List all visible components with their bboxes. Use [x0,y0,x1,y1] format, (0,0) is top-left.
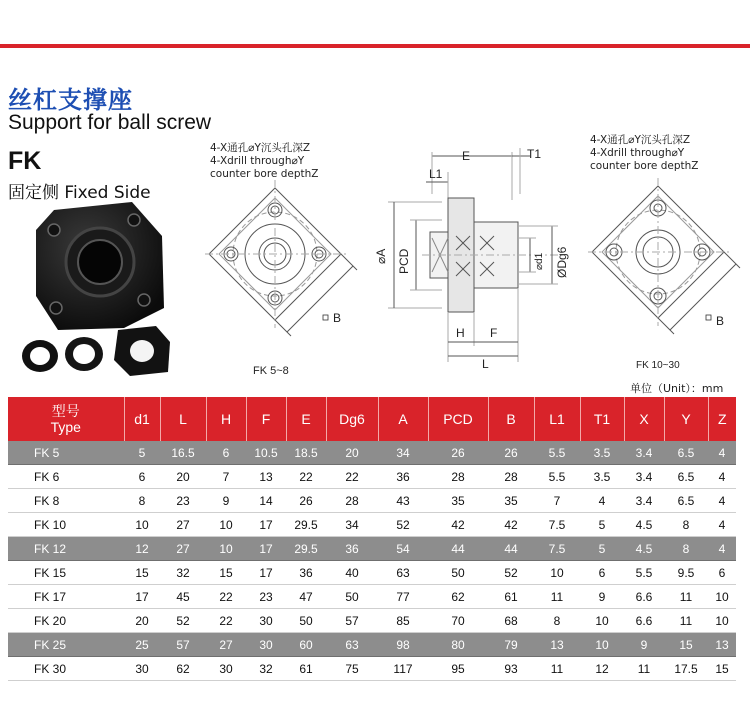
cell-l1: 5.5 [534,465,580,489]
cell-l: 32 [160,561,206,585]
cell-b: 26 [488,441,534,465]
cell-e: 29.5 [286,537,326,561]
header-B: B [488,397,534,441]
cell-b: 93 [488,657,534,681]
cell-e: 50 [286,609,326,633]
cell-l1: 7.5 [534,513,580,537]
cell-f: 30 [246,633,286,657]
cell-e: 26 [286,489,326,513]
cell-type: FK 5 [8,441,124,465]
cell-a: 98 [378,633,428,657]
header-H: H [206,397,246,441]
cell-h: 6 [206,441,246,465]
cell-t1: 5 [580,513,624,537]
lock-nut-ring-image [22,337,103,372]
cell-z: 10 [708,585,736,609]
cell-l1: 7 [534,489,580,513]
cell-t1: 4 [580,489,624,513]
left-b-label: B [333,311,342,325]
cell-b: 28 [488,465,534,489]
cell-pcd: 26 [428,441,488,465]
cell-d1: 12 [124,537,160,561]
cell-d1: 8 [124,489,160,513]
model-name: FK [8,147,42,175]
right-range-label: FK 10~30 [636,360,680,371]
table-header-row [8,397,736,441]
cell-f: 13 [246,465,286,489]
cell-type: FK 25 [8,633,124,657]
cell-type: FK 17 [8,585,124,609]
cell-x: 3.4 [624,465,664,489]
cell-t1: 5 [580,537,624,561]
cell-y: 15 [664,633,708,657]
cell-z: 13 [708,633,736,657]
right-b-label: B [716,314,725,328]
cell-dg6: 57 [326,609,378,633]
cell-t1: 10 [580,609,624,633]
cell-e: 60 [286,633,326,657]
cell-z: 4 [708,489,736,513]
table-row [8,537,736,561]
cell-h: 10 [206,513,246,537]
cell-l: 27 [160,513,206,537]
header-F: F [246,397,286,441]
bearing-housing-image [36,202,164,330]
cell-l1: 11 [534,657,580,681]
cell-l1: 8 [534,609,580,633]
cell-h: 22 [206,609,246,633]
cell-h: 15 [206,561,246,585]
cell-a: 54 [378,537,428,561]
table-row [8,465,736,489]
cell-f: 17 [246,537,286,561]
cell-a: 117 [378,657,428,681]
cell-dg6: 28 [326,489,378,513]
cell-t1: 6 [580,561,624,585]
cell-t1: 12 [580,657,624,681]
cell-x: 6.6 [624,585,664,609]
dim-phiA-label: ⌀A [374,248,388,264]
cell-h: 10 [206,537,246,561]
cell-b: 79 [488,633,534,657]
left-range-label: FK 5~8 [253,365,289,377]
cell-y: 8 [664,513,708,537]
table-row [8,441,736,465]
cell-l1: 10 [534,561,580,585]
table-row [8,657,736,681]
cell-y: 11 [664,585,708,609]
header-X: X [624,397,664,441]
cell-b: 42 [488,513,534,537]
page-title-en: Support for ball screw [8,111,212,134]
front-view-fk10-30 [588,178,748,376]
cell-pcd: 95 [428,657,488,681]
cell-f: 10.5 [246,441,286,465]
cell-x: 3.4 [624,441,664,465]
header-Dg6: Dg6 [326,397,378,441]
spec-table [8,397,736,681]
table-row [8,585,736,609]
cell-e: 22 [286,465,326,489]
cell-d1: 17 [124,585,160,609]
dim-PCD-label: PCD [397,248,411,274]
cell-y: 6.5 [664,441,708,465]
cell-e: 36 [286,561,326,585]
cell-a: 34 [378,441,428,465]
cell-f: 23 [246,585,286,609]
cell-y: 6.5 [664,489,708,513]
cell-h: 22 [206,585,246,609]
cell-b: 44 [488,537,534,561]
cell-e: 47 [286,585,326,609]
cell-h: 27 [206,633,246,657]
cell-l: 45 [160,585,206,609]
product-photo [14,196,190,382]
cell-z: 4 [708,465,736,489]
header-A: A [378,397,428,441]
header-PCD: PCD [428,397,488,441]
cell-dg6: 50 [326,585,378,609]
cell-dg6: 34 [326,513,378,537]
cell-a: 85 [378,609,428,633]
cell-y: 17.5 [664,657,708,681]
cell-l: 20 [160,465,206,489]
cell-b: 61 [488,585,534,609]
cell-b: 35 [488,489,534,513]
table-row [8,609,736,633]
cell-l1: 11 [534,585,580,609]
cell-y: 11 [664,609,708,633]
cell-a: 52 [378,513,428,537]
cell-y: 9.5 [664,561,708,585]
cell-dg6: 75 [326,657,378,681]
cell-type: FK 15 [8,561,124,585]
cell-d1: 6 [124,465,160,489]
cell-pcd: 28 [428,465,488,489]
dim-Dg6-label: ØDg6 [555,246,569,278]
cell-b: 68 [488,609,534,633]
dim-L1-label: L1 [429,167,443,181]
cell-z: 6 [708,561,736,585]
cell-type: FK 30 [8,657,124,681]
cell-h: 9 [206,489,246,513]
unit-label: 单位（Unit）：mm [630,382,724,395]
top-divider-line [0,44,750,48]
cell-x: 4.5 [624,513,664,537]
cell-t1: 10 [580,633,624,657]
cell-l: 16.5 [160,441,206,465]
dim-T1-label: T1 [527,147,542,161]
dim-H-label: H [456,326,465,340]
side-section-view [370,140,580,372]
cell-type: FK 8 [8,489,124,513]
cell-dg6: 63 [326,633,378,657]
cell-pcd: 50 [428,561,488,585]
square-nut-image [114,326,170,376]
cell-e: 61 [286,657,326,681]
cell-h: 7 [206,465,246,489]
cell-t1: 3.5 [580,465,624,489]
cell-pcd: 42 [428,513,488,537]
table-row [8,513,736,537]
side-label: 固定侧 Fixed Side [8,183,151,203]
header-type: 型号 Type [8,397,124,441]
table-row [8,561,736,585]
cell-t1: 9 [580,585,624,609]
cell-type: FK 10 [8,513,124,537]
cell-l1: 13 [534,633,580,657]
dim-F-label: F [490,326,498,340]
table-row [8,489,736,513]
cell-d1: 5 [124,441,160,465]
cell-l1: 7.5 [534,537,580,561]
cell-type: FK 12 [8,537,124,561]
cell-l: 23 [160,489,206,513]
cell-a: 43 [378,489,428,513]
header-d1: d1 [124,397,160,441]
cell-d1: 15 [124,561,160,585]
cell-type: FK 20 [8,609,124,633]
cell-x: 3.4 [624,489,664,513]
cell-x: 6.6 [624,609,664,633]
front-view-fk5-8 [205,180,365,380]
cell-l1: 5.5 [534,441,580,465]
page-title-cn: 丝杠支撑座 [8,86,133,114]
header-Z: Z [708,397,736,441]
cell-a: 63 [378,561,428,585]
cell-z: 10 [708,609,736,633]
cell-pcd: 44 [428,537,488,561]
cell-z: 15 [708,657,736,681]
cell-x: 9 [624,633,664,657]
cell-pcd: 62 [428,585,488,609]
cell-dg6: 20 [326,441,378,465]
dim-L-label: L [482,357,489,371]
cell-x: 11 [624,657,664,681]
cell-dg6: 22 [326,465,378,489]
header-L1: L1 [534,397,580,441]
cell-h: 30 [206,657,246,681]
header-E: E [286,397,326,441]
cell-pcd: 70 [428,609,488,633]
cell-t1: 3.5 [580,441,624,465]
left-hole-note: 4-X通孔⌀Y沉头孔深Z 4-Xdrill through⌀Y counter bore depthZ [210,142,319,180]
cell-y: 8 [664,537,708,561]
cell-f: 17 [246,513,286,537]
cell-f: 17 [246,561,286,585]
cell-f: 14 [246,489,286,513]
cell-b: 52 [488,561,534,585]
cell-y: 6.5 [664,465,708,489]
cell-d1: 30 [124,657,160,681]
cell-l: 52 [160,609,206,633]
cell-d1: 25 [124,633,160,657]
cell-z: 4 [708,513,736,537]
cell-l: 62 [160,657,206,681]
table-row [8,633,736,657]
cell-dg6: 36 [326,537,378,561]
cell-type: FK 6 [8,465,124,489]
dim-d1-label: ⌀d1 [534,252,545,270]
header-Y: Y [664,397,708,441]
cell-d1: 20 [124,609,160,633]
cell-d1: 10 [124,513,160,537]
cell-a: 36 [378,465,428,489]
cell-e: 29.5 [286,513,326,537]
cell-dg6: 40 [326,561,378,585]
cell-z: 4 [708,441,736,465]
cell-f: 32 [246,657,286,681]
cell-e: 18.5 [286,441,326,465]
cell-pcd: 35 [428,489,488,513]
dim-E-label: E [462,149,471,163]
header-T1: T1 [580,397,624,441]
cell-x: 5.5 [624,561,664,585]
cell-l: 57 [160,633,206,657]
cell-a: 77 [378,585,428,609]
cell-x: 4.5 [624,537,664,561]
cell-pcd: 80 [428,633,488,657]
right-hole-note: 4-X通孔⌀Y沉头孔深Z 4-Xdrill through⌀Y counter bore depthZ [590,134,699,172]
cell-f: 30 [246,609,286,633]
cell-z: 4 [708,537,736,561]
cell-l: 27 [160,537,206,561]
header-L: L [160,397,206,441]
